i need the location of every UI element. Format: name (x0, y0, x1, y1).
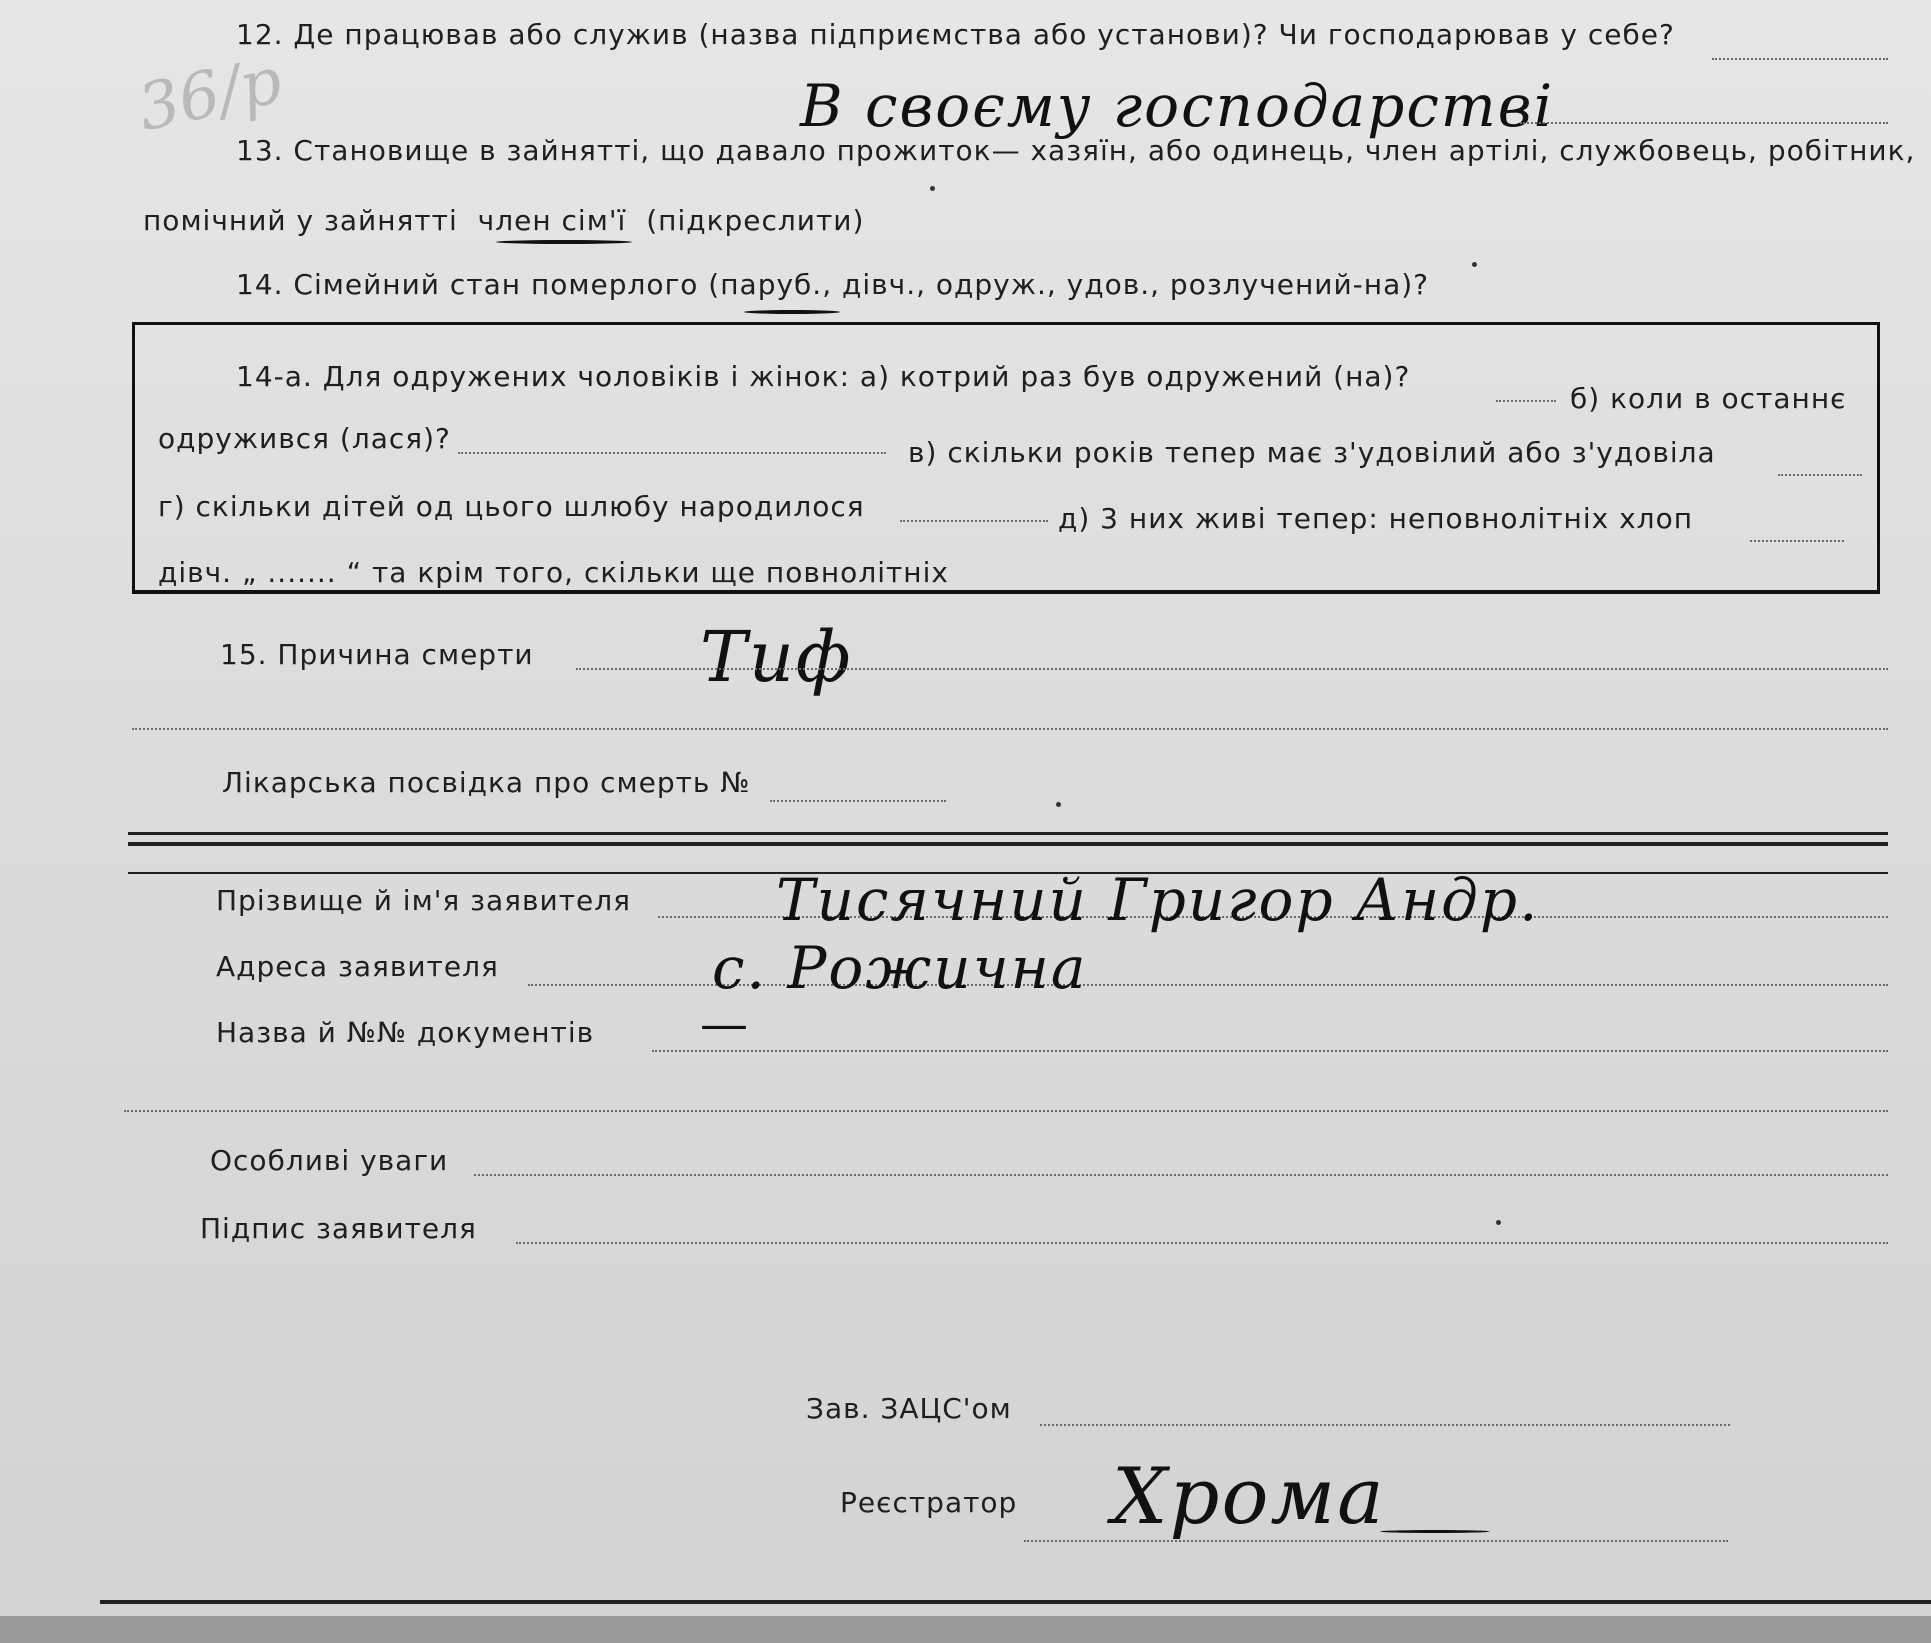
q12-leader (1712, 58, 1888, 60)
documents-value: — (700, 996, 750, 1052)
medical-leader (770, 800, 946, 802)
q14a-line4: дівч. „ ....... “ та крім того, скільки ще повнолітніх (158, 556, 949, 589)
q15-answer: Тиф (700, 616, 853, 698)
margin-note: 36/р (131, 43, 289, 147)
q14a-line1: 14-а. Для одружених чоловіків і жінок: а) котрий раз був одружений (на)? (236, 360, 1411, 393)
applicant-signature-label: Підпис заявителя (200, 1212, 477, 1245)
q13-line2 (143, 204, 864, 238)
q13-suffix: (підкреслити) (646, 204, 865, 237)
zags-head-label: Зав. ЗАЦС'ом (806, 1392, 1012, 1425)
q12-answer-leader (1520, 122, 1888, 124)
q13-underline-mark (496, 240, 632, 244)
q15-leader-1 (576, 668, 1888, 670)
page-bottom-shadow (0, 1616, 1931, 1643)
q13-prefix: помічний у зайнятті (143, 204, 458, 237)
section-rule-top (128, 832, 1888, 835)
speck (1496, 1220, 1501, 1225)
registrar-signature: Хрома (1112, 1452, 1386, 1542)
q12-answer: В своєму господарстві (800, 72, 1555, 140)
applicant-address-value: с. Рожична (712, 934, 1088, 1002)
q14a-widowed-leader (1778, 474, 1862, 476)
q14a-line1-b: б) коли в останнє (1570, 382, 1847, 415)
q14-line (236, 268, 1429, 302)
q14a-line3-a: г) скільки дітей од цього шлюбу народилося (158, 490, 865, 523)
applicant-address-label: Адреса заявителя (216, 950, 499, 983)
zags-head-leader (1040, 1424, 1730, 1426)
q14a-line2-b: в) скільки років тепер має з'удовілий або з'удовіла (908, 436, 1716, 469)
q14-suffix: , дівч., одруж., удов., розлучений-на)? (822, 268, 1430, 301)
q14a-line2-a: одружився (лася)? (158, 422, 451, 455)
applicant-name-label: Прізвище й ім'я заявителя (216, 884, 632, 917)
page-bottom-rule (100, 1600, 1931, 1604)
applicant-name-value: Тисячний Григор Андр. (776, 866, 1540, 934)
documents-label: Назва й №№ документів (216, 1016, 595, 1049)
q14a-a-leader (1496, 400, 1556, 402)
q15-label: 15. Причина смерти (220, 638, 534, 671)
q14a-married-leader (458, 452, 886, 454)
remarks-label: Особливі уваги (210, 1144, 449, 1177)
applicant-signature-leader (516, 1242, 1888, 1244)
q14a-line3-b: д) 3 них живі тепер: неповнолітніх хлоп (1058, 502, 1694, 535)
q12-label: 12. Де працював або служив (назва підприємства або установи)? Чи господарював у себе? (236, 18, 1675, 51)
registrar-label: Реєстратор (840, 1486, 1018, 1519)
q14-underline-mark (744, 310, 840, 314)
q14-underlined: паруб. (720, 268, 823, 301)
registrar-signature-flourish (1380, 1530, 1490, 1533)
q15-leader-2 (132, 728, 1888, 730)
remarks-leader (474, 1174, 1888, 1176)
documents-leader (652, 1050, 1888, 1052)
medical-label: Лікарська посвідка про смерть № (222, 766, 751, 799)
speck (1472, 262, 1477, 267)
documents-leader-2 (124, 1110, 1888, 1112)
q13-line1: 13. Становище в зайнятті, що давало прожиток— хазяїн, або одинець, член артілі, службовець, робітник, (236, 134, 1916, 167)
q14a-boys-leader (1750, 540, 1844, 542)
section-rule-mid (128, 842, 1888, 846)
speck (1056, 802, 1061, 807)
q14a-children-leader (900, 520, 1048, 522)
q13-occupation-underlined: член сім'ї (477, 204, 627, 237)
speck (930, 186, 935, 191)
q14-prefix: 14. Сімейний стан померлого ( (236, 268, 721, 301)
